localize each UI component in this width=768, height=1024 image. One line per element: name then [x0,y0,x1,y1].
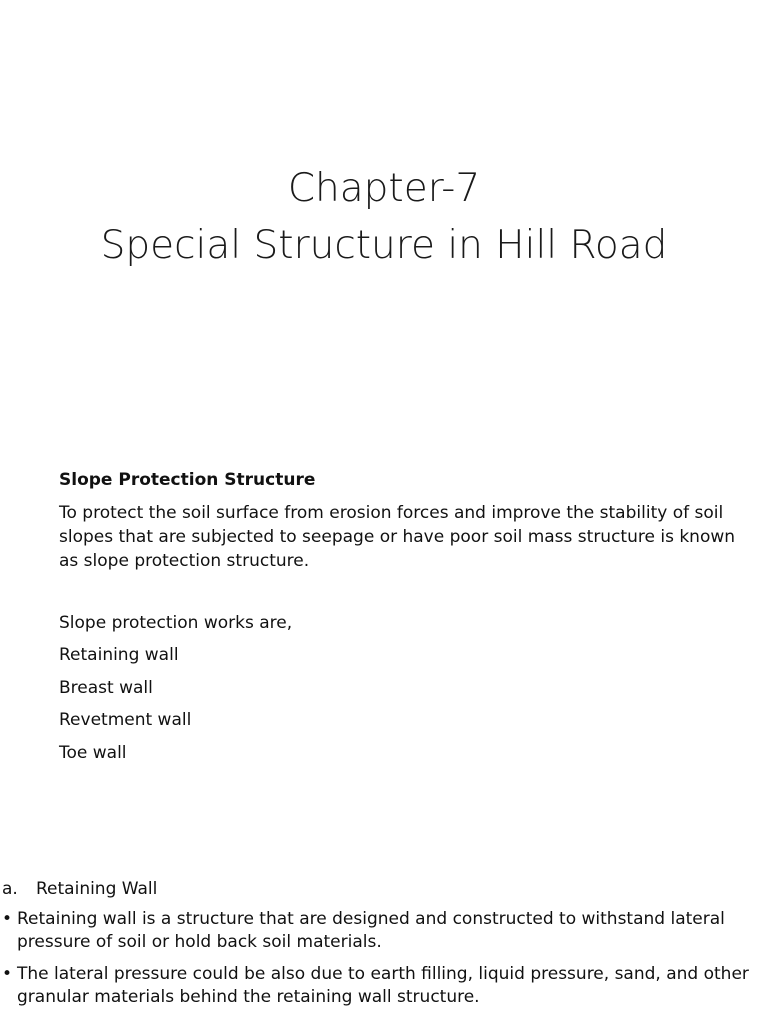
bullet-item [0,963,760,1009]
bullet-item [0,908,760,954]
chapter-title: Special Structure in Hill Road [100,223,668,268]
works-intro: Slope protection works are, [59,613,293,633]
bullet-text: The lateral pressure could be also due to earth filling, liquid pressure, sand, and other granular materials behind the retaining wall structure. [17,964,749,1007]
section-paragraph: To protect the soil surface from erosion forces and improve the stability of soil slopes that are subjected to seepage or have poor soil mass structure is known as slope protection structure. [59,503,736,571]
bullet-icon: • [2,909,13,929]
bullet-text: Retaining wall is a structure that are designed and constructed to withstand lateral pressure of soil or hold back soil materials. [17,909,725,952]
retaining-wall-section [0,876,760,1018]
list-item: Toe wall [59,742,127,763]
bullet-list [0,908,760,1009]
subsection-title: Retaining Wall [36,879,158,899]
list-item: Retaining wall [59,645,179,665]
list-item: Breast wall [59,677,153,698]
subsection-marker: a. [2,879,18,899]
works-list [59,643,739,765]
subsection-heading [0,876,760,902]
chapter-title-block [0,160,768,274]
list-item: Revetment wall [59,710,192,730]
slope-protection-section [59,468,739,773]
section-heading: Slope Protection Structure [59,470,316,490]
bullet-icon: • [2,964,13,984]
chapter-number: Chapter-7 [287,166,481,211]
